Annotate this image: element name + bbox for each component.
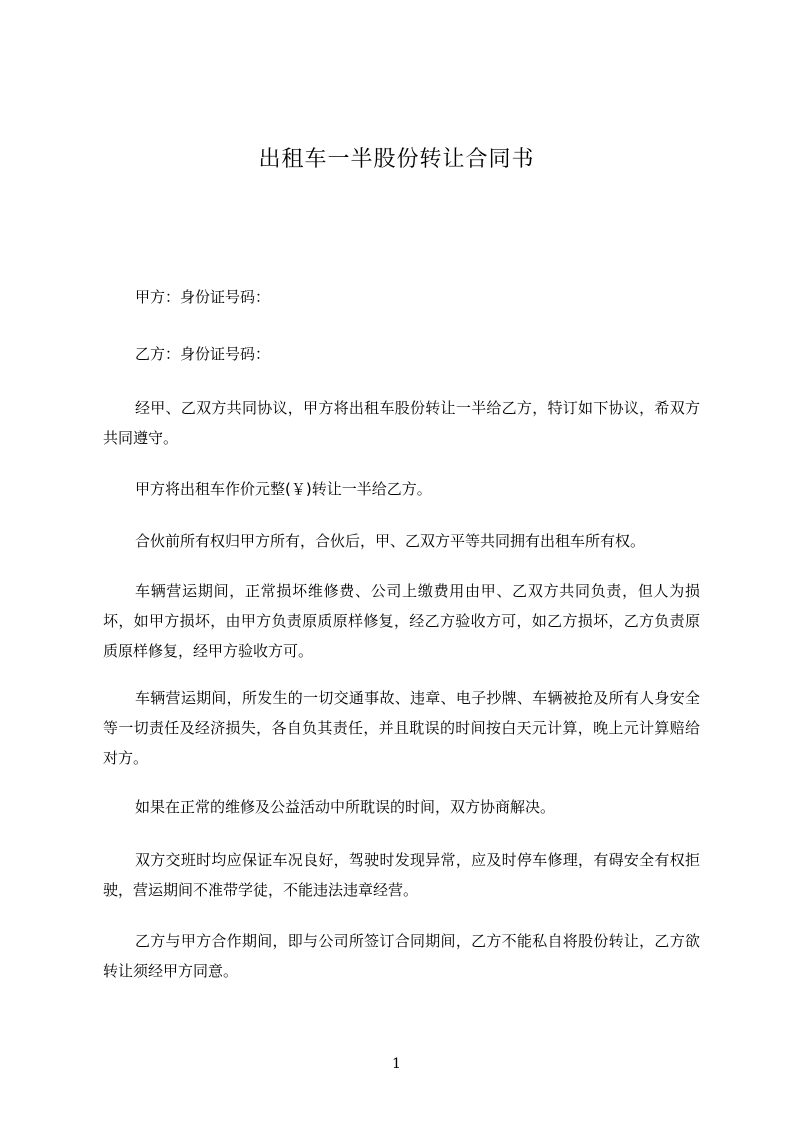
document-title: 出租车一半股份转让合同书 — [258, 147, 535, 172]
clause-transfer: 乙方与甲方合作期间，即与公司所签订合同期间，乙方不能私自将股份转让，乙方欲转让须经甲方同意。 — [103, 932, 700, 980]
clause-ownership: 合伙前所有权归甲方所有，合伙后，甲、乙双方平等共同拥有出租车所有权。 — [135, 532, 646, 550]
clause-handover: 双方交班时均应保证车况良好，驾驶时发现异常，应及时停车修理，有碍安全有权拒驶，营运期间不准带学徒，不能违法违章经营。 — [103, 851, 700, 899]
clause-liability: 车辆营运期间，所发生的一切交通事故、违章、电子抄牌、车辆被抢及所有人身安全等一切责任及经济损失，各自负其责任，并且耽误的时间按白天元计算，晚上元计算赔给对方。 — [103, 689, 700, 767]
party-b-line: 乙方：身份证号码： — [135, 345, 271, 363]
clause-repair: 车辆营运期间，正常损坏维修费、公司上缴费用由甲、乙双方共同负责，但人为损坏，如甲方损坏，由甲方负责原质原样修复，经乙方验收方可，如乙方损坏，乙方负责原质原样修复，经甲方验收方可。 — [103, 582, 700, 660]
clause-delay: 如果在正常的维修及公益活动中所耽误的时间，双方协商解决。 — [135, 798, 556, 816]
clause-price: 甲方将出租车作价元整(￥)转让一半给乙方。 — [135, 480, 432, 498]
party-a-line: 甲方：身份证号码： — [135, 288, 271, 306]
clause-intro: 经甲、乙双方共同协议，甲方将出租车股份转让一半给乙方，特订如下协议，希双方共同遵守。 — [103, 399, 700, 447]
page-number: 1 — [392, 1056, 401, 1072]
